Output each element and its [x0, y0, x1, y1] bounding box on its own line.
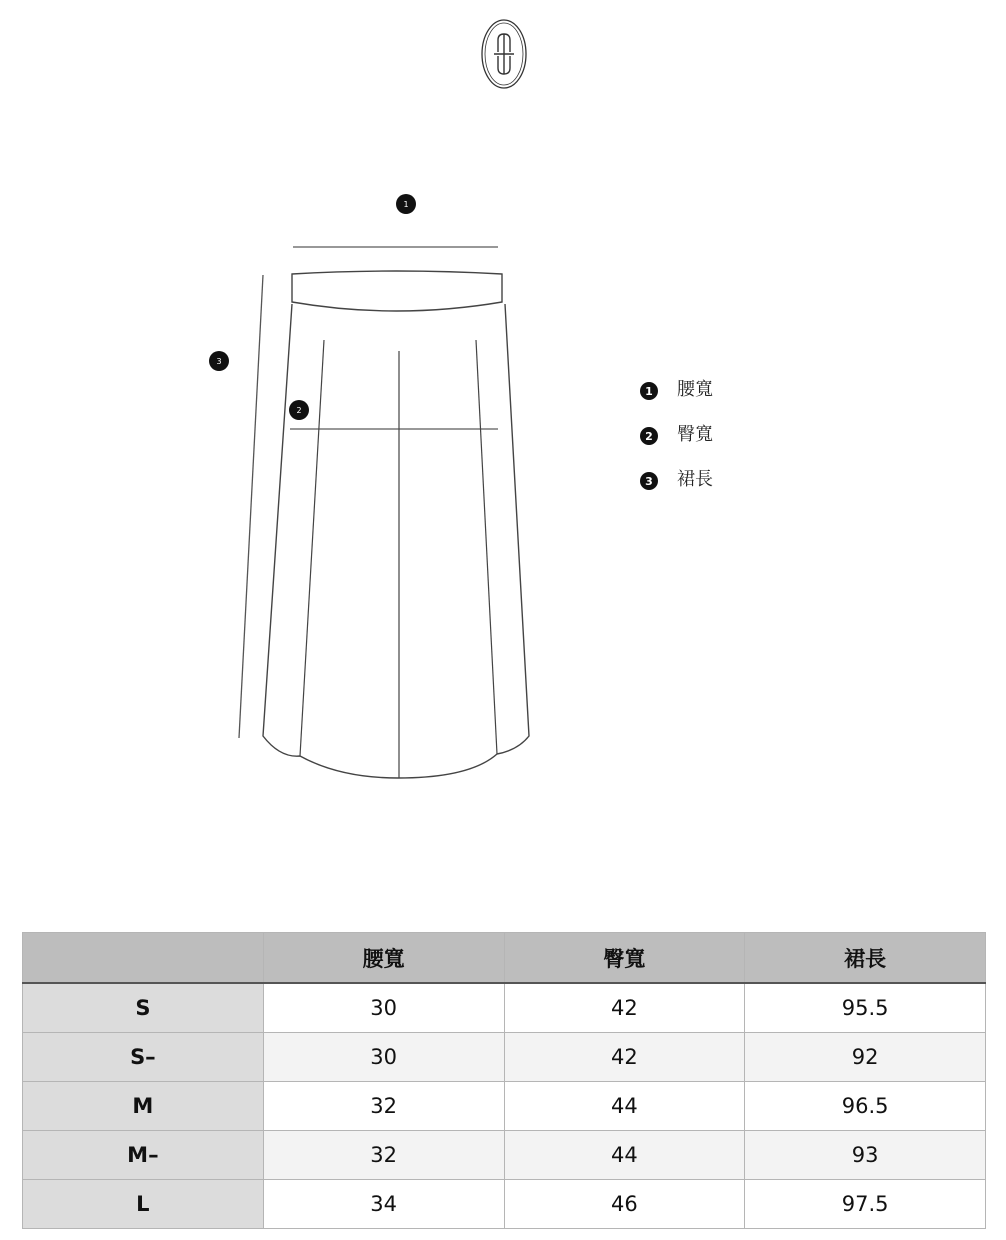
hip-value: 46 [504, 1180, 745, 1229]
legend-item-waist [640, 378, 840, 423]
size-label: S [23, 983, 264, 1033]
hip-value: 44 [504, 1131, 745, 1180]
hip-value: 42 [504, 1033, 745, 1082]
hip-value: 42 [504, 983, 745, 1033]
length-value: 97.5 [745, 1180, 986, 1229]
legend-label: 腰寬 [677, 379, 713, 400]
size-chart-table [22, 932, 986, 1229]
legend-item-length [640, 468, 840, 513]
marker-3-icon: 3 [209, 351, 229, 371]
hip-value: 44 [504, 1082, 745, 1131]
skirt-outline [0, 180, 620, 800]
length-value: 93 [745, 1131, 986, 1180]
waist-value: 30 [263, 1033, 504, 1082]
size-label: L [23, 1180, 264, 1229]
legend-label: 臀寬 [677, 424, 713, 445]
length-measure-line [239, 275, 263, 738]
size-label: M [23, 1082, 264, 1131]
legend-label: 裙長 [677, 469, 713, 490]
table-row [23, 1082, 986, 1131]
length-value: 92 [745, 1033, 986, 1082]
brand-logo-icon [480, 18, 528, 90]
legend-number-icon: 2 [640, 427, 658, 445]
table-row [23, 1180, 986, 1229]
waist-value: 32 [263, 1131, 504, 1180]
header-waist: 腰寬 [263, 933, 504, 984]
waist-value: 34 [263, 1180, 504, 1229]
size-label: S– [23, 1033, 264, 1082]
marker-1-icon: 1 [396, 194, 416, 214]
waist-value: 30 [263, 983, 504, 1033]
size-label: M– [23, 1131, 264, 1180]
length-value: 96.5 [745, 1082, 986, 1131]
legend-item-hip [640, 423, 840, 468]
waistband [292, 271, 502, 311]
header-hip: 臀寬 [504, 933, 745, 984]
marker-2-icon: 2 [289, 400, 309, 420]
waist-value: 32 [263, 1082, 504, 1131]
legend-number-icon: 1 [640, 382, 658, 400]
header-length: 裙長 [745, 933, 986, 984]
table-row [23, 1131, 986, 1180]
skirt-measurement-diagram [0, 180, 620, 800]
length-value: 95.5 [745, 983, 986, 1033]
table-row [23, 1033, 986, 1082]
table-row [23, 983, 986, 1033]
header-size [23, 933, 264, 984]
table-header-row [23, 933, 986, 984]
legend-number-icon: 3 [640, 472, 658, 490]
measurement-legend [640, 378, 840, 513]
